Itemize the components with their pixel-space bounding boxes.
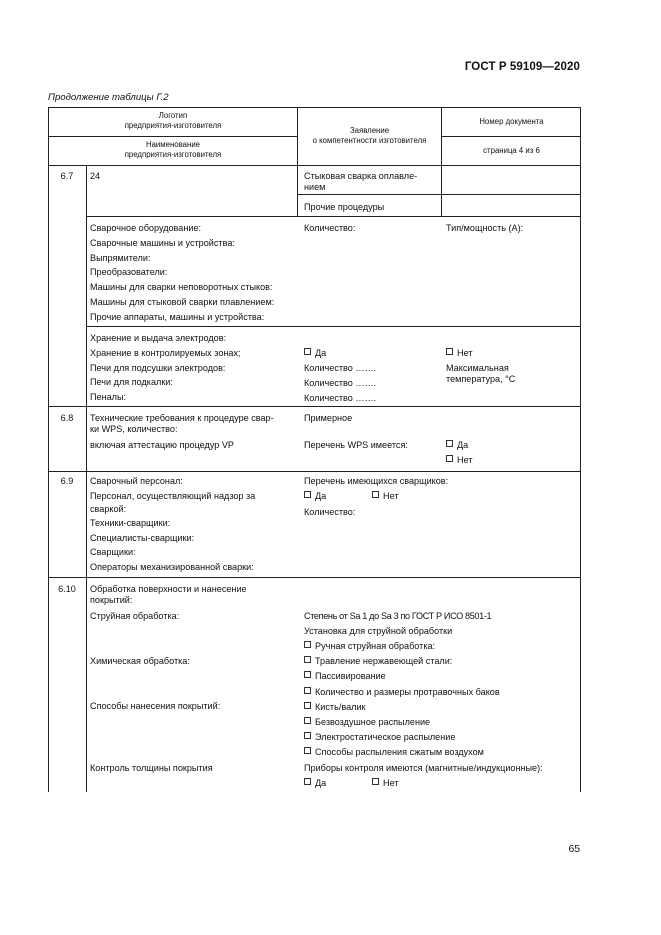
rule-header-right bbox=[441, 136, 581, 137]
checkbox-icon bbox=[304, 747, 311, 754]
header-name-line1: Наименование bbox=[145, 140, 201, 149]
header-logo-line2: предприятия-изготовителя bbox=[124, 121, 222, 130]
blast-installation: Установка для струйной обработки bbox=[304, 626, 453, 636]
option-checkbox[interactable] bbox=[304, 702, 500, 717]
equipment-quantity-label: Количество: bbox=[304, 223, 356, 233]
checkbox-icon bbox=[446, 440, 453, 447]
checkbox-icon bbox=[446, 348, 453, 355]
welders-list-label: Перечень имеющихся сварщиков: bbox=[304, 476, 449, 486]
coating-thickness-label: Контроль толщины покрытия bbox=[90, 763, 213, 773]
checkbox-icon bbox=[304, 702, 311, 709]
staff-item: Техники-сварщики: bbox=[90, 518, 171, 529]
rule-right bbox=[580, 107, 581, 792]
option-checkbox[interactable] bbox=[304, 656, 500, 671]
option-checkbox[interactable] bbox=[304, 747, 500, 762]
checkbox-icon bbox=[304, 348, 311, 355]
checkbox-icon bbox=[372, 491, 379, 498]
header-name bbox=[49, 140, 297, 160]
welding-staff-list bbox=[90, 476, 255, 577]
storage-item: Печи для подкалки: bbox=[90, 377, 173, 388]
chemical-treatment-label: Химическая обработка: bbox=[90, 656, 190, 666]
wps-approximate: Примерное bbox=[304, 413, 353, 423]
checkbox-label: Нет bbox=[383, 491, 399, 501]
page-header-standard: ГОСТ Р 59109—2020 bbox=[464, 61, 580, 73]
staff-item: Сварочный персонал: bbox=[90, 476, 183, 486]
checkbox-icon bbox=[304, 732, 311, 739]
rule-610 bbox=[48, 577, 581, 578]
equipment-type-label: Тип/мощность (A): bbox=[446, 223, 524, 233]
option-label: Кисть/валик bbox=[315, 701, 366, 712]
thickness-devices-label: Приборы контроля имеются (магнитные/индукционные): bbox=[304, 763, 543, 773]
checkbox-label: Да bbox=[315, 778, 327, 788]
equipment-item: Сварочное оборудование: bbox=[90, 223, 202, 233]
surface-title-line2: покрытий: bbox=[90, 595, 133, 605]
rule-mid-1 bbox=[297, 107, 298, 217]
header-logo-line1: Логотип bbox=[158, 111, 188, 120]
table-caption: Продолжение таблицы Г.2 bbox=[48, 92, 169, 103]
method-line2: нием bbox=[304, 182, 326, 192]
treatment-options bbox=[304, 641, 500, 763]
continuation-table bbox=[48, 107, 581, 792]
checkbox-icon bbox=[304, 671, 311, 678]
option-label: Количество и размеры протравочных баков bbox=[315, 686, 500, 697]
storage-item: Хранение в контролируемых зонах; bbox=[90, 347, 241, 358]
checkbox-icon bbox=[304, 491, 311, 498]
wps-including-vp: включая аттестацию процедур VP bbox=[90, 440, 234, 450]
max-temp-line2: температура, °С bbox=[446, 374, 516, 384]
checkbox-label: Да bbox=[457, 440, 469, 450]
checkbox-icon bbox=[446, 455, 453, 462]
header-statement bbox=[298, 126, 441, 146]
checkbox-icon bbox=[304, 778, 311, 785]
rule-left bbox=[48, 107, 49, 792]
rule-header-bottom bbox=[48, 165, 581, 166]
checkbox-icon bbox=[304, 656, 311, 663]
other-procedures: Прочие процедуры bbox=[304, 202, 385, 212]
option-label: Электростатическое распыление bbox=[315, 732, 456, 743]
blasting-label: Струйная обработка: bbox=[90, 611, 180, 621]
option-label: Безвоздушное распыление bbox=[315, 716, 431, 727]
rule-67-other bbox=[86, 216, 581, 217]
staff-item: сваркой: bbox=[90, 503, 127, 514]
method-flash-butt bbox=[304, 171, 417, 193]
wps-req-line1: Технические требования к процедуре свар- bbox=[90, 413, 274, 423]
header-logo bbox=[49, 111, 297, 131]
storage-item: Хранение и выдача электродов: bbox=[90, 333, 227, 343]
wps-no-checkbox[interactable] bbox=[446, 455, 473, 466]
row-number-6-9: 6.9 bbox=[60, 476, 74, 486]
storage-item: Печи для подсушки электродов: bbox=[90, 362, 226, 373]
equipment-item: Прочие аппараты, машины и устройства: bbox=[90, 311, 265, 322]
ovens-drying-quantity: Количество ……. bbox=[304, 363, 377, 373]
checkbox-icon bbox=[372, 778, 379, 785]
row-number-6-8: 6.8 bbox=[60, 413, 74, 423]
staff-quantity-label: Количество: bbox=[304, 507, 356, 517]
rule-top bbox=[48, 107, 581, 108]
header-doc-number: Номер документа bbox=[479, 117, 544, 126]
checkbox-icon bbox=[304, 687, 311, 694]
staff-no-checkbox[interactable] bbox=[372, 491, 399, 502]
storage-yes-checkbox[interactable] bbox=[304, 348, 326, 359]
checkbox-label: Нет bbox=[457, 348, 473, 358]
equipment-item: Выпрямители: bbox=[90, 252, 151, 263]
option-label: Пассивирование bbox=[315, 671, 386, 682]
rule-69 bbox=[48, 471, 581, 472]
equipment-list bbox=[90, 223, 274, 327]
option-checkbox[interactable] bbox=[304, 687, 500, 702]
staff-item: Операторы механизированной сварки: bbox=[90, 561, 254, 572]
equipment-item: Преобразователи: bbox=[90, 267, 168, 278]
option-label: Ручная струйная обработка: bbox=[315, 641, 436, 651]
checkbox-label: Нет bbox=[383, 778, 399, 788]
blast-grade: Степень от Sa 1 до Sa 3 по ГОСТ Р ИСО 8501-1 bbox=[304, 611, 492, 621]
row-number-6-7: 6.7 bbox=[60, 171, 74, 181]
header-name-line2: предприятия-изготовителя bbox=[124, 150, 222, 159]
electrode-storage-list bbox=[90, 333, 241, 407]
option-checkbox[interactable] bbox=[304, 732, 500, 747]
option-checkbox[interactable] bbox=[304, 671, 500, 686]
wps-req-line2: ки WPS, количество: bbox=[90, 424, 178, 434]
staff-item: Сварщики: bbox=[90, 547, 136, 558]
option-label: Травление нержавеющей стали: bbox=[315, 656, 453, 667]
option-checkbox[interactable] bbox=[304, 717, 500, 732]
rule-header-left bbox=[48, 136, 297, 137]
surface-title-line1: Обработка поверхности и нанесение bbox=[90, 584, 247, 594]
coating-methods-label: Способы нанесения покрытий: bbox=[90, 701, 221, 711]
method-line1: Стыковая сварка оплавле- bbox=[304, 171, 418, 181]
checkbox-label: Да bbox=[315, 348, 327, 358]
staff-yes-checkbox[interactable] bbox=[304, 491, 326, 502]
staff-item: Специалисты-сварщики: bbox=[90, 532, 195, 543]
storage-no-checkbox[interactable] bbox=[446, 348, 473, 359]
row-6-7-value: 24 bbox=[90, 171, 101, 181]
rule-67-method bbox=[297, 194, 581, 195]
option-label: Способы распыления сжатым воздухом bbox=[315, 747, 484, 758]
header-statement-line2: о компетентности изготовителя bbox=[312, 136, 427, 145]
wps-yes-checkbox[interactable] bbox=[446, 440, 468, 451]
staff-item: Персонал, осуществляющий надзор за bbox=[90, 490, 256, 501]
surface-treatment-title bbox=[90, 584, 247, 606]
max-temp-line1: Максимальная bbox=[446, 363, 509, 373]
thickness-yes-checkbox[interactable] bbox=[304, 778, 326, 789]
checkbox-label: Нет bbox=[457, 455, 473, 465]
wps-list-available: Перечень WPS имеется: bbox=[304, 440, 408, 450]
quivers-quantity: Количество ……. bbox=[304, 393, 377, 403]
max-temperature-label bbox=[446, 363, 515, 385]
row-number-6-10: 6.10 bbox=[58, 584, 76, 594]
equipment-item: Машины для сварки неповоротных стыков: bbox=[90, 282, 273, 293]
wps-requirements bbox=[90, 413, 274, 435]
thickness-no-checkbox[interactable] bbox=[372, 778, 399, 789]
option-checkbox[interactable] bbox=[304, 641, 500, 656]
equipment-item: Сварочные машины и устройства: bbox=[90, 237, 235, 248]
checkbox-label: Да bbox=[315, 491, 327, 501]
header-page: страница 4 из 6 bbox=[483, 146, 540, 155]
page-number: 65 bbox=[568, 844, 580, 855]
storage-item: Пеналы: bbox=[90, 392, 127, 403]
checkbox-icon bbox=[304, 717, 311, 724]
checkbox-icon bbox=[304, 641, 311, 648]
rule-num-col bbox=[86, 165, 87, 792]
ovens-tempering-quantity: Количество ……. bbox=[304, 378, 377, 388]
header-statement-line1: Заявление bbox=[349, 126, 390, 135]
equipment-item: Машины для стыковой сварки плавлением: bbox=[90, 296, 275, 307]
